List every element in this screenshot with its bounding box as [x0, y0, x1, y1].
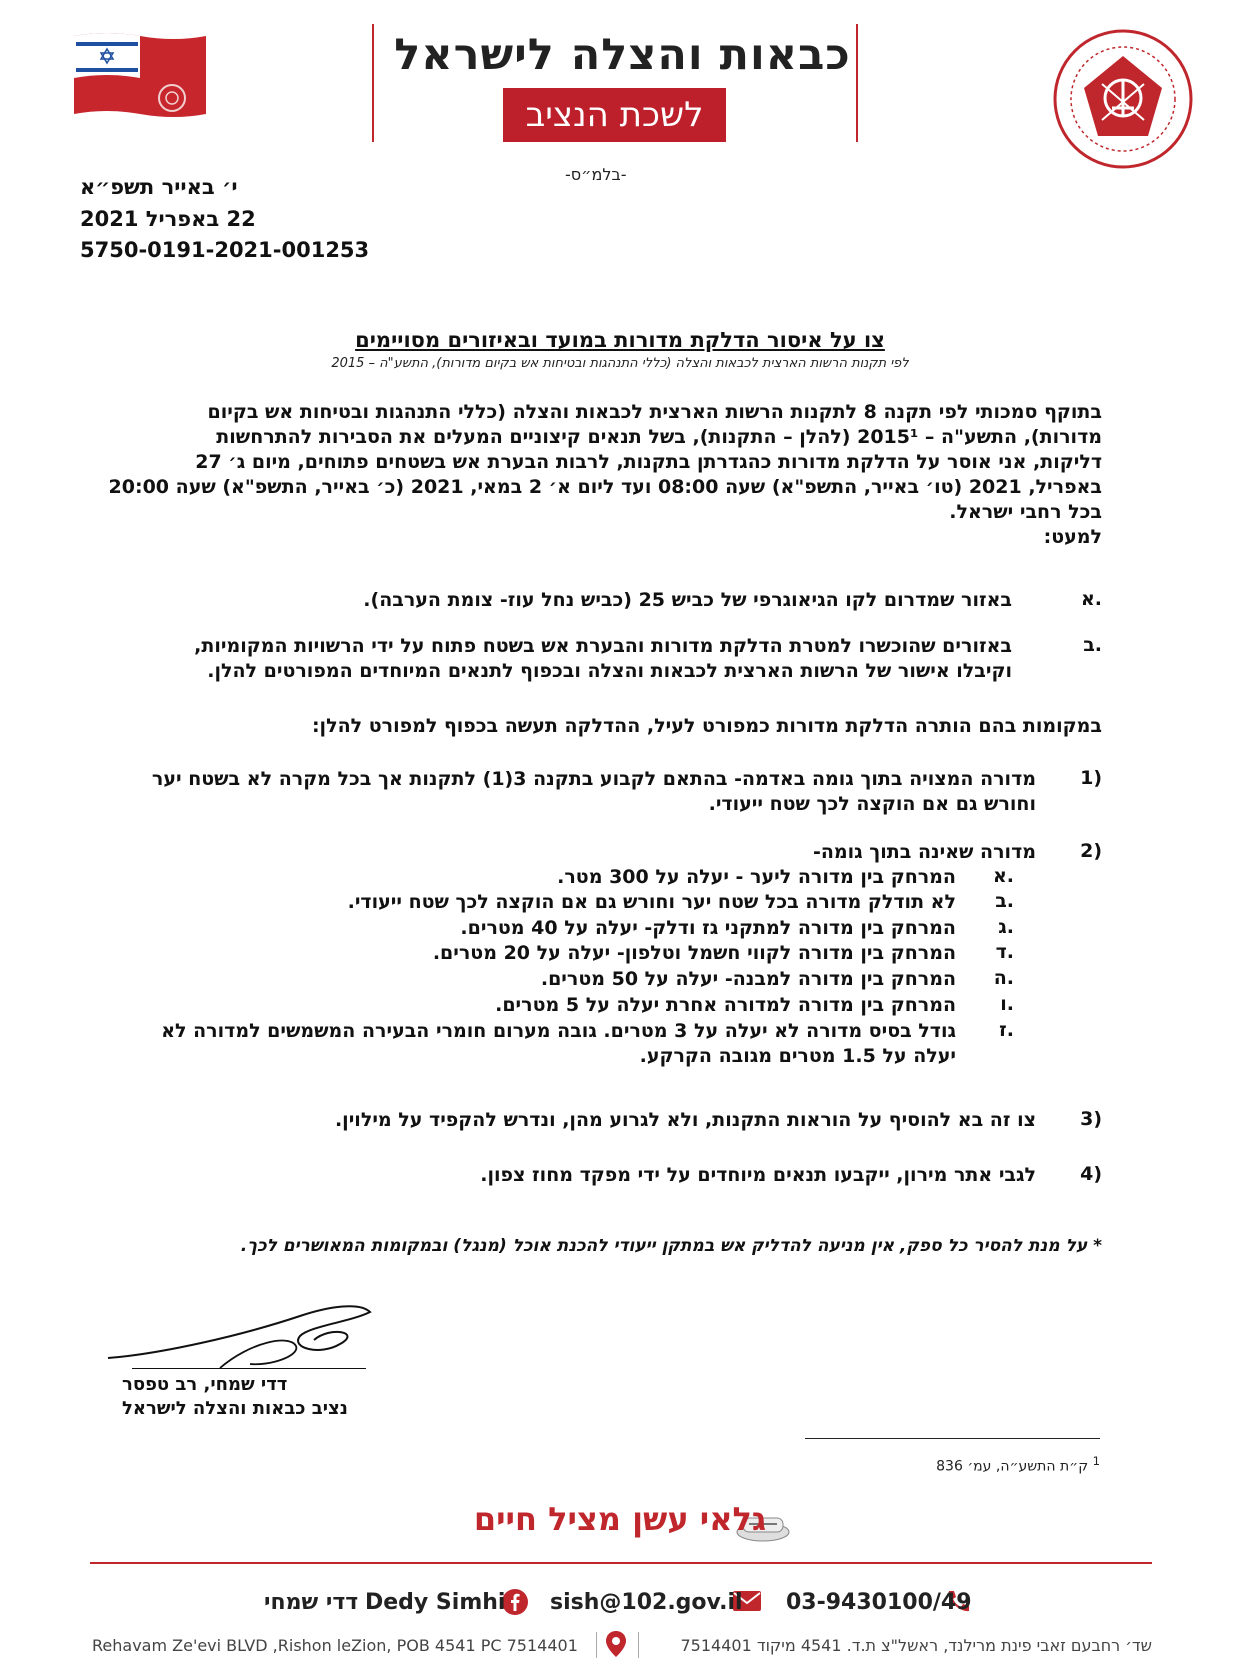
reference-number: 5750-0191-2021-001253	[80, 238, 370, 262]
footnote-text: ק״ת התשע״ה, עמ׳ 836	[936, 1458, 1089, 1475]
sub-item-text: המרחק בין מדורה ליער - יעלה על 300 מטר.	[557, 866, 956, 888]
rule-text: לגבי אתר מירון, ייקבעו תנאים מיוחדים על ידי מפקד מחוז צפון.	[480, 1164, 1036, 1186]
sub-item-label: ד.	[995, 941, 1014, 963]
signature-line	[132, 1368, 366, 1369]
sub-item-label: ו.	[1000, 993, 1014, 1015]
address-divider	[638, 1632, 639, 1658]
clarification-note: * על מנת להסיר כל ספק, אין מניעה להדליק אש במתקן ייעודי להכנת אוכל (מנגל) ובמקומות המאושרים לכך.	[240, 1236, 1102, 1256]
address-english: Rehavam Ze'evi BLVD ,Rishon leZion, POB 4541 PC 7514401	[92, 1636, 578, 1655]
intro-line: למעט:	[1043, 526, 1102, 548]
exception-line: וקיבלו אישור של הרשות הארצית לכבאות והצלה ובכפוף לתנאים המיוחדים המפורטים להלן.	[207, 660, 1012, 682]
exception-label: ב.	[1083, 634, 1102, 656]
facebook-name[interactable]: Dedy Simhi	[365, 1590, 506, 1615]
sub-item-text: המרחק בין מדורה למדורה אחרת יעלה על 5 מטרים.	[495, 994, 956, 1016]
rule-text: צו זה בא להוסיף על הוראות התקנות, ולא לגרוע מהן, ונדרש להקפיד על מילוין.	[334, 1109, 1036, 1131]
sub-item-text: המרחק בין מדורה למתקני גז ודלק- יעלה על 40 מטרים.	[460, 917, 956, 939]
exception-text: באזור שמדרום לקו הגיאוגרפי של כביש 25 (כביש נחל עוז- צומת הערבה).	[363, 589, 1012, 611]
intro-line: מדורות), התשע"ה – 2015¹ (להלן – התקנות), בשל תנאים קיצוניים המעלים את הסבירות להתרחשות	[216, 426, 1102, 448]
intro-line: בכל רחבי ישראל.	[949, 501, 1102, 523]
legal-basis-line: לפי תקנות הרשות הארצית לכבאות והצלה (כללי התנהגות ובטיחות אש בקיום מדורות), התשע"ה – 2015	[331, 356, 909, 371]
document-subject: צו על איסור הדלקת מדורות במועד ובאיזורים מסויימים	[355, 328, 885, 352]
handwritten-signature-icon	[100, 1296, 400, 1376]
intro-line: דליקות, אני אוסר על הדלקת מדורות כהגדרתן בתקנות, לרבות הבערת אש בשטחים פתוחים, מיום ג׳ 27	[195, 451, 1102, 473]
header-divider-left	[372, 24, 374, 142]
signatory-name: דדי שמחי, רב טפסר	[122, 1374, 288, 1395]
sub-item-text: לא תודלק מדורה בכל שטח יער וחורש גם אם הוקצה לכך שטח ייעודי.	[347, 891, 956, 913]
classification-label: -בלמ״ס-	[565, 165, 627, 184]
signatory-title: נציב כבאות והצלה לישראל	[122, 1398, 348, 1419]
address-divider	[596, 1632, 597, 1658]
facebook-icon	[502, 1589, 528, 1619]
address-hebrew: שד׳ רחבעם זאבי פינת מרילנד, ראשל"צ ת.ד. 4541 מיקוד 7514401	[680, 1636, 1152, 1655]
sub-item-line: גודל בסיס מדורה לא יעלה על 3 מטרים. גובה מערום חומרי הבעירה המשמשים למדורה לא	[161, 1020, 956, 1042]
footnote-marker: 1	[1092, 1454, 1100, 1468]
intro-line: בתוקף סמכותי לפי תקנה 8 לתקנות הרשות הארצית לכבאות והצלה (כללי התנהגות ובטיחות אש בקיום	[207, 401, 1102, 423]
footnote-rule	[805, 1438, 1100, 1439]
sub-item-label: א.	[992, 865, 1014, 887]
sub-item-label: ה.	[993, 967, 1014, 989]
footer-slogan: גלאי עשן מציל חיים	[473, 1500, 767, 1538]
footer-rule	[90, 1562, 1152, 1564]
sub-item-label: ב.	[995, 890, 1014, 912]
organization-title: כבאות והצלה לישראל	[394, 30, 851, 80]
sub-item-text: המרחק בין מדורה למבנה- יעלה על 50 מטרים.	[540, 968, 956, 990]
exception-line: באזורים שהוכשרו למטרת הדלקת מדורות והבערת אש בשטח פתוח על ידי הרשויות המקומיות,	[194, 635, 1012, 657]
rule-line: וחורש גם אם הוקצה לכך שטח ייעודי.	[708, 793, 1036, 815]
rule-number: 3)	[1080, 1108, 1102, 1130]
email-address[interactable]: sish@102.gov.il	[550, 1590, 743, 1615]
rule-number: 2)	[1080, 840, 1102, 862]
sub-item-text	[80, 1019, 956, 1069]
sub-item-line: יעלה על 1.5 מטרים מגובה הקרקע.	[639, 1045, 956, 1067]
intro-line: באפריל, 2021 (טו׳ באייר, התשפ"א) שעה 08:00 ועד ליום א׳ 2 במאי, 2021 (כ׳ באייר, התשפ"א) שעה 20:00	[108, 476, 1102, 498]
intro-paragraph	[82, 400, 1102, 550]
sub-item-label: ז.	[999, 1019, 1014, 1041]
rule-heading: מדורה שאינה בתוך גומה-	[812, 841, 1036, 863]
hebrew-date: י׳ באייר תשפ״א	[80, 175, 238, 199]
phone-number[interactable]: 03-9430100/49	[786, 1590, 972, 1615]
exception-text	[12, 634, 1012, 684]
rule-text	[6, 767, 1036, 817]
gregorian-date: 22 באפריל 2021	[80, 207, 256, 231]
rule-number: 1)	[1080, 767, 1102, 789]
israel-flag-icon	[72, 30, 208, 122]
sub-item-label: ג.	[998, 916, 1014, 938]
places-line: במקומות בהם הותרה הדלקת מדורות כמפורט לעיל, ההדלקה תעשה בכפוף למפורט להלן:	[311, 715, 1102, 737]
sub-item-text: המרחק בין מדורה לקווי חשמל וטלפון- יעלה על 20 מטרים.	[432, 942, 956, 964]
office-label: לשכת הנציב	[503, 88, 726, 142]
rule-line: מדורה המצויה בתוך גומה באדמה- בהתאם לקבוע בתקנה 3(1) לתקנות אך בכל מקרה לא בשטח יער	[151, 768, 1036, 790]
exception-label: א.	[1080, 588, 1102, 610]
fire-rescue-emblem-icon	[1052, 28, 1194, 170]
facebook-name-hebrew: דדי שמחי	[264, 1590, 359, 1615]
location-pin-icon	[604, 1630, 628, 1662]
rule-number: 4)	[1080, 1163, 1102, 1185]
footnote	[936, 1454, 1100, 1475]
